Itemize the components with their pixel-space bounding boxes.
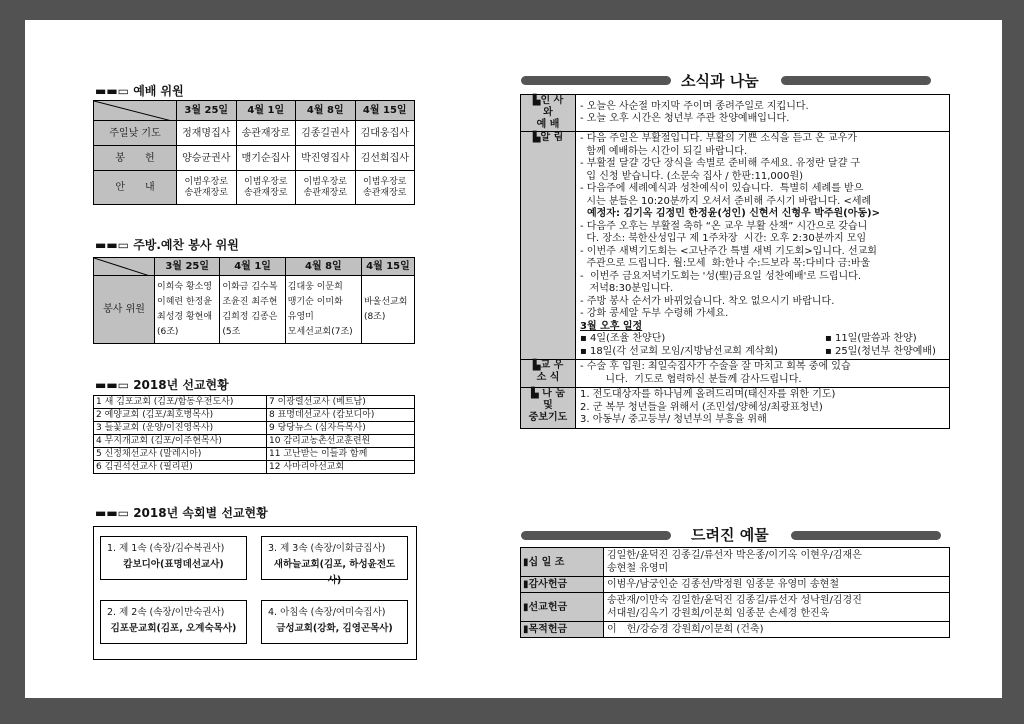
offering-label: ▮감사헌금 (521, 577, 604, 593)
news-label-members: ▙교 우 소 식 (521, 360, 576, 388)
kitchen-cell: 바울선교회 (8조) (361, 276, 414, 344)
news-line: 다. 장소: 북한산성입구 제 1주차장 시간: 오후 2:30분까지 모임 (580, 233, 867, 244)
news-line: - 오늘은 사순절 마지막 주이며 종려주일로 지킵니다. (580, 100, 809, 112)
news-title: 소식과 나눔 (681, 72, 759, 90)
district-box-line1: 3. 제 3속 (속장/이화금집사) (268, 543, 386, 554)
news-line: 예정자: 김기옥 김정민 한정윤(성인) 신현서 신형우 박주원(아동)> (580, 208, 881, 219)
worship-cell: 김종길권사 (296, 121, 356, 146)
schedule-item: ▪ 4일(조율 찬양단) (580, 333, 666, 344)
news-line: 2. 군 복무 청년들을 위해서 (조민섭/양혜성/최광표청년) (580, 401, 823, 413)
kitchen-date: 3월 25일 (155, 258, 220, 276)
news-prayer (576, 388, 950, 429)
news-greeting (576, 95, 950, 132)
kitchen-row-label: 봉사 위원 (94, 276, 155, 344)
worship-cell: 양승균권사 (177, 146, 237, 171)
offering-names: 송관재/이만숙 김일한/윤덕진 김종길/류선자 성낙원/김경진 서대원/김옥기 강원희/이문희 임종문 손세경 한진욱 (604, 593, 950, 622)
kitchen-cell: 이화금 김수복 조윤진 최주현 김희정 김종은 (5조 (220, 276, 285, 344)
news-line: - 다음 주일은 부활절입니다. 부활의 기쁜 소식을 듣고 온 교우가 (580, 133, 857, 144)
news-line: 시는 분들은 10:20분까지 오셔서 준비해 주시기 바랍니다. <세례 (580, 195, 872, 207)
district-box (261, 536, 408, 586)
worship-corner (94, 101, 177, 121)
news-members (576, 360, 950, 388)
mission-item: 3 들꽃교회 (운양/이진영목사) (94, 422, 267, 435)
news-label-greeting: ▙인 사 와 예 배 (521, 95, 576, 132)
kitchen-title: ▬▬▭ 주방.예찬 봉사 위원 (95, 238, 239, 252)
kitchen-date: 4월 8일 (285, 258, 361, 276)
offering-title-bar-left (521, 531, 671, 540)
schedule-row (580, 333, 945, 346)
news-label-notice: ▙알 림 (521, 132, 576, 360)
news-line: 1. 전도대상자를 하나님께 올려드리며(태신자를 위한 기도) (580, 389, 836, 400)
worship-date: 4월 1일 (236, 101, 296, 121)
mission-item: 1 새 김포교회 (김포/함동우전도사) (94, 396, 267, 409)
offering-label: ▮목적헌금 (521, 622, 604, 638)
offering-title: 드려진 예물 (691, 526, 769, 544)
worship-date: 3월 25일 (177, 101, 237, 121)
district-box (261, 600, 408, 644)
schedule-item: ▪ 25일(청년부 찬양예배) (825, 345, 936, 357)
news-title-bar-left (521, 76, 671, 85)
schedule-item: ▪ 18일(각 선교회 모임/지방남선교회 계삭회) (580, 345, 778, 357)
worship-date: 4월 8일 (296, 101, 356, 121)
news-line: - 부활절 달걀 강단 장식을 속별로 준비해 주세요. 유정란 달걀 구 (580, 158, 861, 169)
worship-cell: 이범우장로 송관재장로 (236, 171, 296, 205)
kitchen-date: 4월 15일 (361, 258, 414, 276)
offering-names: 김일한/윤덕진 김종길/류선자 박은종/이기옥 이현우/김재은 송현철 유영미 (604, 548, 950, 577)
district-box-line2: 금성교회(강화, 김영곤목사) (276, 623, 393, 634)
worship-cell: 김선희집사 (355, 146, 415, 171)
kitchen-cell: 김대웅 이문희 맹기순 이미화 유영미 모세선교회(7조) (285, 276, 361, 344)
worship-date: 4월 15일 (355, 101, 415, 121)
district-box (100, 536, 247, 580)
worship-cell: 이범우장로 송관재장로 (355, 171, 415, 205)
worship-cell: 정재명집사 (177, 121, 237, 146)
schedule-row (580, 346, 945, 359)
mission-item: 8 표명데선교사 (캄보디아) (267, 409, 415, 422)
district-box-line1: 1. 제 1속 (속장/김수복권사) (107, 543, 225, 554)
offering-names: 이범우/남궁인순 김종선/박정원 임종문 유영미 송현철 (604, 577, 950, 593)
news-line: - 강화 콩세알 두부 수령해 가세요. (580, 308, 729, 319)
news-line: 저녁8:30분입니다. (580, 283, 674, 294)
news-line: - 이번주 새벽기도회는 <고난주간 특별 새벽 기도회>입니다. 선교회 (580, 245, 877, 257)
news-notice (576, 132, 950, 360)
district-box (100, 600, 247, 644)
news-line: 니다. 기도로 협력하신 분들께 감사드립니다. (580, 373, 802, 385)
news-table (520, 94, 950, 429)
district-box-line1: 2. 제 2속 (속장/이만숙권사) (107, 607, 225, 618)
district-box-line2: 새하늘교회(김포, 하성윤전도사) (273, 559, 396, 586)
worship-cell: 이범우장로 송관재장로 (296, 171, 356, 205)
worship-title: ▬▬▭ 예배 위원 (95, 84, 184, 98)
district-box-line2: 김포문교회(김포, 오계숙목사) (110, 623, 237, 634)
news-title-bar-right (781, 76, 931, 85)
worship-cell: 맹기순집사 (236, 146, 296, 171)
district-box-line1: 4. 아침속 (속장/여미숙집사) (268, 607, 386, 618)
offering-names: 이 헌/강승경 강원희/이문희 (건축) (604, 622, 950, 638)
mission-item: 9 당당뉴스 (심자득목사) (267, 422, 415, 435)
kitchen-date: 4월 1일 (220, 258, 285, 276)
worship-row-label: 안 내 (94, 171, 177, 205)
worship-cell: 송관재장로 (236, 121, 296, 146)
mission-item: 10 감리교농촌선교훈련원 (267, 435, 415, 448)
worship-row-label: 주일낮 기도 (94, 121, 177, 146)
news-line: - 다음주 오후는 부활절 축하 “온 교우 부활 산책” 시간으로 갖습니 (580, 220, 868, 232)
schedule-title: 3월 오후 일정 (580, 320, 643, 332)
news-line: - 오늘 오후 시간은 청년부 주관 찬양예배입니다. (580, 113, 790, 124)
district-box-line2: 캄보디아(표명데선교사) (123, 559, 224, 570)
mission-item: 6 김권석선교사 (필리핀) (94, 461, 267, 474)
kitchen-corner (94, 258, 155, 276)
district-title: ▬▬▭ 2018년 속회별 선교현황 (95, 506, 268, 520)
bulletin-page (25, 20, 1002, 698)
offering-label: ▮십 일 조 (521, 548, 604, 577)
mission-item: 11 고난받는 이들과 함께 (267, 448, 415, 461)
news-line: 함께 예배하는 시간이 되길 바랍니다. (580, 145, 748, 157)
offering-title-bar-right (791, 531, 941, 540)
worship-table (93, 100, 415, 205)
mission-table (93, 395, 415, 474)
mission-item: 7 이광렬선교사 (베트남) (267, 396, 415, 409)
worship-cell: 이범우장로 송관재장로 (177, 171, 237, 205)
mission-item: 2 예양교회 (김포/최호병목사) (94, 409, 267, 422)
news-line: 입 신청 받습니다. (소문숙 집사 / 한판:11,000원) (580, 170, 804, 182)
schedule-item: ▪ 11일(말씀과 찬양) (825, 333, 917, 344)
news-line: - 수술 후 입원: 최일숙집사가 수술을 잘 마치고 회복 중에 있습 (580, 361, 851, 372)
kitchen-table (93, 257, 415, 344)
worship-row-label: 봉 헌 (94, 146, 177, 171)
news-line: - 이번주 금요저녁기도회는 '성(聖)금요일 성찬예배'로 드립니다. (580, 270, 861, 282)
news-line: - 다음주에 세례예식과 성찬예식이 있습니다. 특별히 세례를 받으 (580, 183, 864, 194)
kitchen-cell: 이희숙 황소영 이혜련 한정윤 최성경 황현애 (6조) (155, 276, 220, 344)
news-label-prayer: ▙ 나 눔 및 중보기도 (521, 388, 576, 429)
mission-item: 12 사마리아선교회 (267, 461, 415, 474)
worship-cell: 김대웅집사 (355, 121, 415, 146)
mission-item: 5 신정채선교사 (말레시아) (94, 448, 267, 461)
news-line: 주관으로 드립니다. 월:모세 화:한나 수:드보라 목:다비다 금:바울 (580, 258, 871, 269)
offering-table (520, 547, 950, 638)
news-line: 3. 아동부/ 중고등부/ 청년부의 부흥을 위해 (580, 414, 767, 425)
mission-item: 4 무지개교회 (김포/이주현목사) (94, 435, 267, 448)
mission-title: ▬▬▭ 2018년 선교현황 (95, 378, 229, 392)
worship-cell: 박진영집사 (296, 146, 356, 171)
offering-label: ▮선교헌금 (521, 593, 604, 622)
news-line: - 주방 봉사 순서가 바뀌었습니다. 착오 없으시기 바랍니다. (580, 295, 835, 307)
